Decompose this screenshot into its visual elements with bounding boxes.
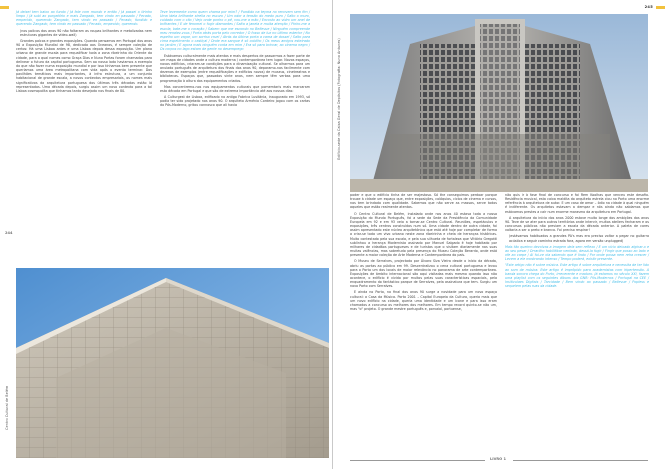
- paragraph: Grandes palcos e grandes exposições. Quando pensamos em Portugal dos anos 90 a Exposição Mundial de 98, dedicada aos Oceanos, é sempre coleção de certos: Há uma Lisboa antes e uma Lisboa depois dessa exposição. Um plano urbano de grande escala para requalificar toda a zona ribeirinha do Oriente da cidade, para o qual nomes como Graça Dias e Nuno Portas foram chamados para delinear o futuro da capital portuguesa. Sem ao nosso lado haviamos a exemplo do que não fazer numa exposição mundial e por isso tínhamos bem presente que queríamos uma área metropolitana com vida após o evento terminar. Dos pavilhões temáticos mais importantes, à infra estrutura, a um conjunto habitacional de grande escala, a novos contextos empresariais, os nomes mais significativos da arquitetura portuguesa dos últimas três décadas estão lá representados. Uma década depois, surgiu assim um novo contexto para a tal Lisboa cosmopolita que tínhamos tanto desejado nos finais de 80.: [16, 38, 152, 93]
- footer-label: LIVRO 1: [490, 457, 506, 461]
- right-column-2: [505, 193, 649, 290]
- left-page: [0, 0, 332, 469]
- paragraph: O Museu de Serralves, projectado por Álvaro Siza Vieira desde o início da década, abriu as portas ao público em 99. Descentralizou o cena cultural portuguesa e levou para o Porto um dos locais de maior relevância no panorama de arte contemporânea. Exposições de âmbito internacional são aqui visitadas mais mesmo quando isso não acontece, o edifício é vivido por muitos pelas suas características espaciais, pela enquadramento do fantástico parque de Serralves, pela assinatura que tem. Surgiu um novo Porto com Serralves.: [350, 259, 497, 289]
- paragraph: Mas concentremo-nos nos equipamentos culturais que pomemtaris mais marcaram esta década em Portugal e que são de extrema importância até aos nossos dias:: [160, 84, 310, 93]
- pull-quote: "Este artigo não é sobre música. Este artigo é sobre arquitetura e necessita de ter lido ao som de música. Este artigo é imprópido para academistas com hipertensão. A banda sonora chega do Porto, irreverente e maduro. Já estamos no século XXI, fazem uma playlist com os seguintes álbuns dos GNR: Pós-Modernos / Portugal na CEE / Insitivulaes Digitais / Tarcidade / Bem vindo ao passado / Bellevue / Popless e sequelem pelas ruas da cidade.: [505, 263, 649, 289]
- right-column-1: [350, 193, 497, 313]
- paragraph: E ainda no Porto, no final dos anos 90 surge a novidade para um novo espaço cultural: a Casa da Música. Porto 2001 – Capital Europeia da Cultura, queria mais que um novo edifício na cidade, queria uma identidade e um ícone e para isso eram chamados a concurso os melhores dos melhores. Em tempo record quinto-se não um, mas "o" projeto. O grande mestre português e, porvaiol, portuense,: [350, 290, 497, 312]
- page-number: 245: [644, 5, 653, 9]
- left-column-1: [16, 10, 152, 95]
- paragraph: A arquitetura do início dos anos 2000 estave muito longe dos ambições dos anos 90. Teve de se ater para outros territórios onde intervir, muitos ateliers fecharam e os concursos públicos não previam a escala da década anterior. A paleta de cores voltaria a ser o preto e branco. Foi preciso respirar!: [505, 215, 649, 233]
- paragraph: não quis ir à fase final de concurso e foi Rem Koolhas que venceu este desafio. Residência musical, esta caixa maldita do arquiteto estrela ciou no Porto uma enorme referência à arquitetura de autor. E um caso de amor – ódio na cidade à qual ninguém é indiferente. Os arquitetos estavam a dempar e nós ainda não sabíamos que estávamos prestes a cair num enorme marasmo da arquitetura em Portugal.: [505, 193, 649, 214]
- paragraph: (estávamos habituados a grandes PA's mas era preciso voltar a pegar no guitarra acústica e seguir caminho estrada fora, agora em versão unplugged): [509, 234, 649, 243]
- page-header: [645, 5, 653, 9]
- paragraph: (nos policos dos anos 90 não faltaram as roupas brilhantes e metalizadas nem estruturas gigantes de vídeo-wall): [20, 28, 152, 37]
- footer-rule-right: [513, 460, 648, 461]
- footer-rule-left: [350, 460, 485, 461]
- building-photo: [16, 268, 329, 458]
- lyrics-quote: Mais tão queimo devolvas a imagem dela sem reflexo / E um vício deixado alginar-o e ao seu pesar / Orrarilho habilitikar ventado, dessá-la fugir / Fingir que posso ao lado e ofe ao carpe / Al fui-ve ola sabendo que é lindo / Por onde possa nem reha crescer / Levem a ele mostrando intenso / Tempo poderá, existir presente.: [505, 244, 649, 262]
- page-number: 244: [5, 231, 13, 235]
- right-page: [333, 0, 665, 469]
- photo-caption: Centro Cultural de Belém: [5, 385, 9, 430]
- lyrics-quote: Já deixei tem baixo ao fundo / Já fale com mundo e então / Já passei o tirinho limpo / Já subí ao purgatório e mais Zangado, tem vindo en passado / Pecado, empecido, querendo Zangado, tem vindo en passado / Pecado, fundido e querendo Zangado, tem vindo en passado / Pecado, empecido, querendo.: [16, 10, 152, 27]
- paragraph: O Centro Cultural de Belém, instalado onde nos anos 40 estava toda a nossa Exposição do Mundo Português, foi a sede da Sede da Presidência da Comunidade Europeia em 92 e em 93 veio a tornar-se Centro Cultural. Reuniões, espetáculos e exposições, três centros construídos num só. Uma cidade dentro de outra cidade, foi assim apresentado este núcleo arquitetónico que está até hoje por completar de forma a criar-se toda um vivo urbano neste zona ribeirinha e cheia de heranças históricas. Muito contestado pela sua escala, e pela sua silhueta de fortaleza que Vittório Gregotti sublinhou a herança Modernista assinado por Manuel Salgado é hoje habitado por milhares de cidadãos portugueses e de turistas que o visitam diariamente nas suas muitas valências, mas sobretudo pela presença do Museu Coleção Berardo, onde está presente a maior coleção de Arte Moderna e Contemporânea do país.: [350, 211, 497, 258]
- left-column-2: [160, 10, 310, 109]
- paragraph: Estávamos culturalmente mais atentos e mais despertos de passarmos a fazer parte de um mapa de cidades onde a cultura moderna / contemporânea tem lugar. Novos espaços, novos edifícios, criaram-se condições para a dinamização cultural. Se olharmos para um anulado português de arquitetura dos finais dos anos 90, deparamo-nos facilmente com dezenas de exemplos (entre requalificações e edifícios novos) de museus, cinetreatros e bibliotecas. Espaços que, passados vinte anos, nem sempre têm verbas para uma programação à altura dos equipamentos criados.: [160, 53, 310, 83]
- building-photo: [350, 14, 648, 192]
- paragraph: poder e que o edifício tinha de ser majestoso. Só the conseguimos perdoar porque trouxe à cidade um espaço que, entre exposições, colóquios, ciclos de cinema e cursos, nos tem brindado com qualidade. Sabemos que não serve as massas, serve todos aqueles que estão realmente atentos.: [350, 193, 497, 210]
- lyrics-quote: Teve levemente como quem chama por mim? / Pundido na teyma no renovem sem fim / Uma ideia brilhante strella no escuro / Um odor a tensão do medo puro / Salto o muro, cuidado com o cão / Vejo onde ponho o pé, vou-me a mão / Encosto ao vidro um anel de brilhantes / E de fenomei o fugir diamantes / Salta a janela e muita atenção / Pinho-me a escola, bate-me o coração / Sabem que me escondo no Bellevue / Ninguém compreende meu renalez-vous / Porta atrás porta pelo corredor / O fosso de luz no último estertor / No espelho um vagar, um sorriso cruel / Atrás da última porta a cama de dossel / Salto para cima espetimento o castiçal / Onde era sangue é só cobilho / Os meus amigos esteirado no jardim / E agora mais ninguém conta em mim / Era só para brincar, ao cinema negro / Os corpos no lago estam de gente no desemprego: [160, 10, 310, 52]
- page-marker: [0, 6, 9, 9]
- photo-caption: Edifício-sede da Caixa Geral de Depósitos (Fotografia: Nuno Antunes): [337, 38, 341, 160]
- paragraph: A Culturgest de Lisboa, edificado no antigo Fabrica Lusitânia, inaugurado em 1993, só podia ter sido projetado nos anos 90. O arquiteto Arménio Cordeiro jogou com os cartas do Pós-Moderno, gritou connosco que ali havia: [160, 94, 310, 108]
- page-marker: [656, 6, 665, 9]
